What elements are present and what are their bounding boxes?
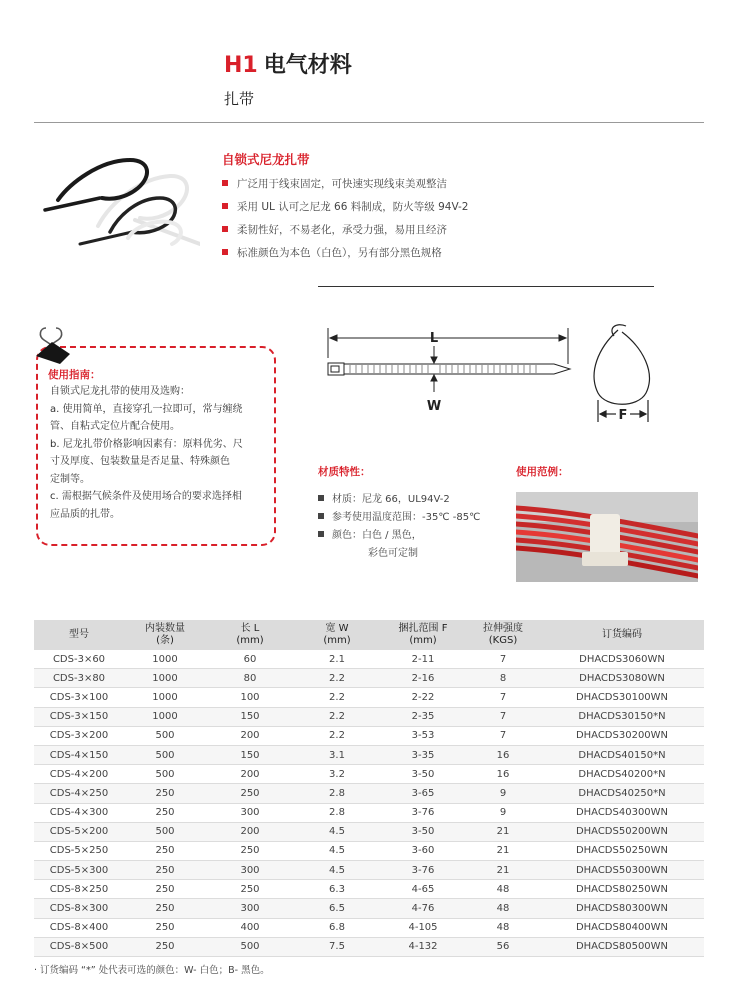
section-title: 电气材料 bbox=[263, 53, 352, 78]
table-cell: 200 bbox=[206, 765, 294, 784]
dimension-diagram bbox=[318, 318, 678, 428]
table-cell: 56 bbox=[466, 937, 540, 956]
table-cell: DHACDS50250WN bbox=[540, 841, 704, 860]
table-cell: 250 bbox=[124, 861, 206, 880]
bullet-icon bbox=[318, 513, 324, 519]
feature-item: 标准颜色为本色（白色），另有部分黑色规格 bbox=[222, 245, 468, 268]
table-row bbox=[34, 880, 704, 899]
table-cell: CDS-5×250 bbox=[34, 841, 124, 860]
table-cell: 250 bbox=[124, 918, 206, 937]
table-cell: 9 bbox=[466, 803, 540, 822]
table-cell: 1000 bbox=[124, 707, 206, 726]
table-row bbox=[34, 765, 704, 784]
table-row bbox=[34, 784, 704, 803]
table-cell: 250 bbox=[124, 841, 206, 860]
bullet-icon bbox=[222, 249, 228, 255]
feature-list bbox=[222, 176, 468, 268]
table-cell: 7 bbox=[466, 726, 540, 745]
length-label: L bbox=[429, 331, 439, 346]
table-cell: CDS-8×400 bbox=[34, 918, 124, 937]
table-cell: 400 bbox=[206, 918, 294, 937]
table-row bbox=[34, 726, 704, 745]
table-cell: 9 bbox=[466, 784, 540, 803]
table-cell: 80 bbox=[206, 669, 294, 688]
bullet-icon bbox=[222, 180, 228, 186]
table-cell: 300 bbox=[206, 803, 294, 822]
bullet-icon bbox=[318, 531, 324, 537]
table-cell: 150 bbox=[206, 707, 294, 726]
table-cell: DHACDS40200*N bbox=[540, 765, 704, 784]
table-row bbox=[34, 918, 704, 937]
table-cell: 4-65 bbox=[380, 880, 466, 899]
table-cell: 6.5 bbox=[294, 899, 380, 918]
table-cell: 2.2 bbox=[294, 726, 380, 745]
binder-clip-icon bbox=[30, 322, 76, 366]
table-cell: DHACDS3060WN bbox=[540, 650, 704, 669]
width-label: W bbox=[426, 399, 442, 414]
table-cell: 2.8 bbox=[294, 803, 380, 822]
material-item: 材质：尼龙 66，UL94V-2 bbox=[318, 491, 480, 509]
table-cell: 250 bbox=[124, 784, 206, 803]
table-cell: CDS-8×250 bbox=[34, 880, 124, 899]
table-cell: DHACDS40150*N bbox=[540, 745, 704, 764]
table-cell: DHACDS80250WN bbox=[540, 880, 704, 899]
table-cell: 4-132 bbox=[380, 937, 466, 956]
table-cell: DHACDS40300WN bbox=[540, 803, 704, 822]
guide-title: 使用指南： bbox=[48, 369, 101, 381]
table-cell: 4.5 bbox=[294, 861, 380, 880]
table-cell: 3-35 bbox=[380, 745, 466, 764]
table-cell: CDS-8×300 bbox=[34, 899, 124, 918]
table-row bbox=[34, 899, 704, 918]
table-cell: 500 bbox=[124, 726, 206, 745]
table-cell: DHACDS50300WN bbox=[540, 861, 704, 880]
col-header-model: 型号 bbox=[34, 620, 124, 650]
guide-text: 自锁式尼龙扎带的使用及选购： a. 使用简单，直接穿孔一拉即可，常与缠绕 管、自粘式定位片配合使用。 b. 尼龙扎带价格影响因素有：原料优劣、尺 寸及厚度、包装数量是否足量、特殊颜色 定制等。 c. 需根据气候条件及使用场合的要求选择相 应品质的扎带。 bbox=[50, 386, 243, 520]
cable-tie-photo bbox=[40, 148, 200, 248]
table-cell: 21 bbox=[466, 861, 540, 880]
table-cell: CDS-4×200 bbox=[34, 765, 124, 784]
col-header-width: 宽 W (mm) bbox=[294, 620, 380, 650]
feature-item: 柔韧性好，不易老化，承受力强，易用且经济 bbox=[222, 222, 468, 245]
table-cell: 6.3 bbox=[294, 880, 380, 899]
table-cell: 500 bbox=[206, 937, 294, 956]
table-cell: 3-76 bbox=[380, 861, 466, 880]
table-header-row bbox=[34, 620, 704, 650]
table-cell: 3.2 bbox=[294, 765, 380, 784]
product-title: 自锁式尼龙扎带 bbox=[222, 152, 310, 167]
table-cell: 2.2 bbox=[294, 669, 380, 688]
section-code: H1 bbox=[224, 53, 258, 78]
table-cell: 3-50 bbox=[380, 765, 466, 784]
table-cell: 250 bbox=[206, 841, 294, 860]
table-cell: 2-11 bbox=[380, 650, 466, 669]
table-cell: 4.5 bbox=[294, 822, 380, 841]
table-cell: CDS-4×150 bbox=[34, 745, 124, 764]
table-cell: DHACDS30150*N bbox=[540, 707, 704, 726]
col-header-length: 长 L (mm) bbox=[206, 620, 294, 650]
table-cell: 250 bbox=[124, 803, 206, 822]
table-cell: 21 bbox=[466, 822, 540, 841]
table-cell: 1000 bbox=[124, 669, 206, 688]
material-list bbox=[318, 491, 480, 563]
table-cell: 48 bbox=[466, 899, 540, 918]
table-cell: 48 bbox=[466, 880, 540, 899]
col-header-range: 捆扎范围 F (mm) bbox=[380, 620, 466, 650]
table-cell: DHACDS30100WN bbox=[540, 688, 704, 707]
table-cell: 2.1 bbox=[294, 650, 380, 669]
table-cell: 3-60 bbox=[380, 841, 466, 860]
table-cell: DHACDS80400WN bbox=[540, 918, 704, 937]
table-cell: DHACDS40250*N bbox=[540, 784, 704, 803]
diagram-divider bbox=[318, 286, 654, 287]
table-cell: 2.8 bbox=[294, 784, 380, 803]
table-cell: 150 bbox=[206, 745, 294, 764]
table-cell: CDS-3×100 bbox=[34, 688, 124, 707]
table-row bbox=[34, 841, 704, 860]
table-cell: 3-76 bbox=[380, 803, 466, 822]
table-row bbox=[34, 688, 704, 707]
table-cell: 3-50 bbox=[380, 822, 466, 841]
table-cell: CDS-5×200 bbox=[34, 822, 124, 841]
table-cell: 4.5 bbox=[294, 841, 380, 860]
table-cell: 16 bbox=[466, 745, 540, 764]
table-cell: 500 bbox=[124, 765, 206, 784]
table-cell: DHACDS80300WN bbox=[540, 899, 704, 918]
table-cell: 2-16 bbox=[380, 669, 466, 688]
table-cell: 250 bbox=[124, 937, 206, 956]
table-cell: 3-53 bbox=[380, 726, 466, 745]
usage-example-photo bbox=[516, 492, 698, 582]
table-cell: DHACDS80500WN bbox=[540, 937, 704, 956]
table-cell: CDS-3×80 bbox=[34, 669, 124, 688]
table-cell: DHACDS50200WN bbox=[540, 822, 704, 841]
table-cell: 200 bbox=[206, 726, 294, 745]
table-cell: 1000 bbox=[124, 650, 206, 669]
table-cell: 2-35 bbox=[380, 707, 466, 726]
table-cell: CDS-4×300 bbox=[34, 803, 124, 822]
page-subtitle: 扎带 bbox=[224, 90, 255, 108]
table-row bbox=[34, 861, 704, 880]
table-cell: CDS-5×300 bbox=[34, 861, 124, 880]
table-row bbox=[34, 822, 704, 841]
table-cell: 300 bbox=[206, 899, 294, 918]
table-cell: 21 bbox=[466, 841, 540, 860]
table-row bbox=[34, 669, 704, 688]
col-header-order-code: 订货编码 bbox=[540, 620, 704, 650]
table-cell: CDS-8×500 bbox=[34, 937, 124, 956]
table-cell: 7 bbox=[466, 688, 540, 707]
table-cell: 1000 bbox=[124, 688, 206, 707]
table-cell: 500 bbox=[124, 745, 206, 764]
table-cell: DHACDS30200WN bbox=[540, 726, 704, 745]
table-cell: 2.2 bbox=[294, 707, 380, 726]
table-cell: 2-22 bbox=[380, 688, 466, 707]
table-cell: CDS-3×60 bbox=[34, 650, 124, 669]
table-cell: 7 bbox=[466, 707, 540, 726]
material-title: 材质特性： bbox=[318, 466, 371, 478]
bullet-icon bbox=[222, 226, 228, 232]
table-cell: 250 bbox=[206, 880, 294, 899]
table-cell: 250 bbox=[124, 880, 206, 899]
spec-table bbox=[34, 620, 704, 957]
table-cell: 300 bbox=[206, 861, 294, 880]
table-cell: 250 bbox=[124, 899, 206, 918]
table-cell: 48 bbox=[466, 918, 540, 937]
usage-title: 使用范例： bbox=[516, 466, 569, 478]
table-row bbox=[34, 745, 704, 764]
table-cell: 4-105 bbox=[380, 918, 466, 937]
page-title bbox=[224, 48, 352, 79]
table-cell: 60 bbox=[206, 650, 294, 669]
table-cell: 7 bbox=[466, 650, 540, 669]
material-item: 颜色：白色 / 黑色， bbox=[318, 527, 480, 545]
table-cell: 2.2 bbox=[294, 688, 380, 707]
bullet-icon bbox=[222, 203, 228, 209]
table-cell: CDS-3×200 bbox=[34, 726, 124, 745]
footnote: · 订货编码 “*” 处代表可选的颜色：W- 白色；B- 黑色。 bbox=[34, 965, 270, 976]
table-row bbox=[34, 650, 704, 669]
table-cell: 200 bbox=[206, 822, 294, 841]
col-header-qty: 内装数量 (条) bbox=[124, 620, 206, 650]
bullet-icon bbox=[318, 495, 324, 501]
table-cell: 500 bbox=[124, 822, 206, 841]
table-cell: DHACDS3080WN bbox=[540, 669, 704, 688]
table-cell: CDS-4×250 bbox=[34, 784, 124, 803]
header-divider bbox=[34, 122, 704, 123]
table-cell: 8 bbox=[466, 669, 540, 688]
material-item-extra: 彩色可定制 bbox=[368, 548, 418, 559]
table-cell: 3-65 bbox=[380, 784, 466, 803]
table-cell: 3.1 bbox=[294, 745, 380, 764]
feature-item: 采用 UL 认可之尼龙 66 料制成，防火等级 94V-2 bbox=[222, 199, 468, 222]
table-cell: CDS-3×150 bbox=[34, 707, 124, 726]
table-cell: 16 bbox=[466, 765, 540, 784]
table-cell: 4-76 bbox=[380, 899, 466, 918]
table-cell: 100 bbox=[206, 688, 294, 707]
table-row bbox=[34, 937, 704, 956]
table-row bbox=[34, 707, 704, 726]
material-item: 参考使用温度范围：-35℃ -85℃ bbox=[318, 509, 480, 527]
bundle-range-label: F bbox=[618, 408, 628, 423]
feature-item: 广泛用于线束固定，可快速实现线束美观整洁 bbox=[222, 176, 468, 199]
table-row bbox=[34, 803, 704, 822]
table-cell: 6.8 bbox=[294, 918, 380, 937]
table-cell: 250 bbox=[206, 784, 294, 803]
table-cell: 7.5 bbox=[294, 937, 380, 956]
col-header-tensile: 拉伸强度 (KGS) bbox=[466, 620, 540, 650]
